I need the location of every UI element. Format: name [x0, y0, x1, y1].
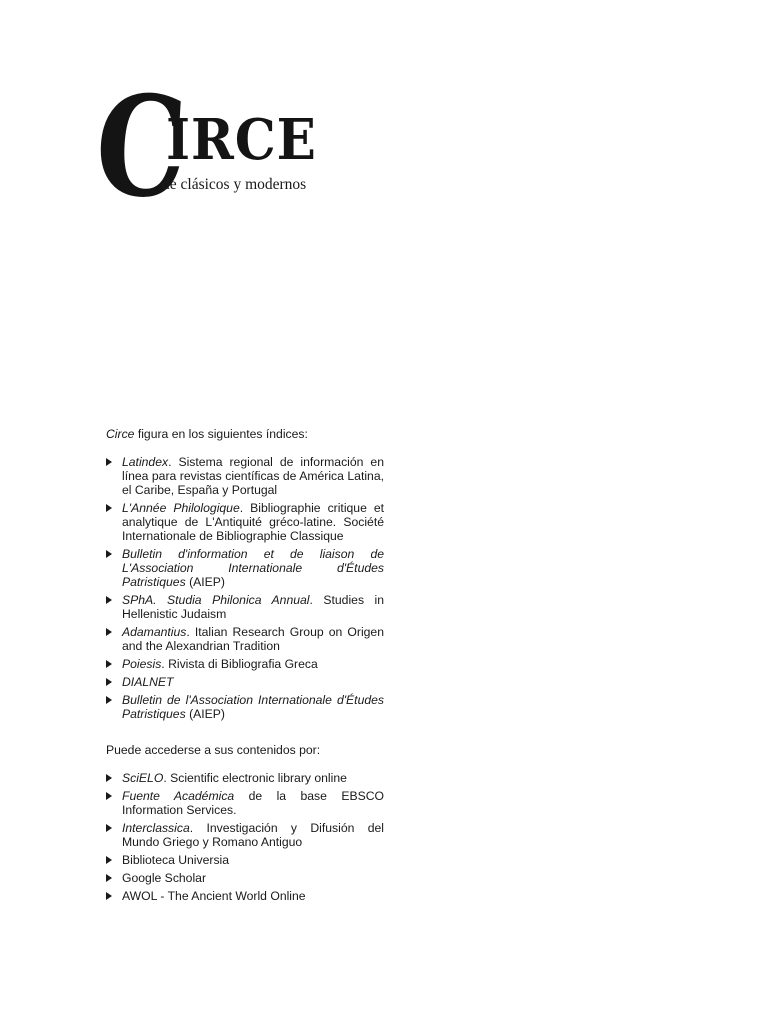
list-item: [106, 675, 384, 689]
item-title: SPhA. Studia Philonica Annual: [122, 593, 310, 607]
bullet-icon: [106, 696, 112, 704]
item-text: . Italian Research Group on Origen and the Alexandrian Tradition: [122, 625, 384, 653]
indices-content: [106, 427, 384, 907]
item-text: Google Scholar: [122, 871, 207, 885]
item-text: (AIEP): [185, 707, 225, 721]
list-item: [106, 455, 384, 497]
logo-word: IRCE: [166, 107, 317, 173]
bullet-icon: [106, 856, 112, 864]
item-title: Adamantius: [122, 625, 187, 639]
bullet-icon: [106, 892, 112, 900]
list-item: [106, 501, 384, 543]
item-title: SciELO: [122, 771, 164, 785]
item-title: Latindex: [122, 455, 169, 469]
access-list: [106, 771, 384, 903]
list-item: [106, 625, 384, 653]
indices-intro: [106, 427, 384, 441]
bullet-icon: [106, 550, 112, 558]
bullet-icon: [106, 458, 112, 466]
list-item: [106, 593, 384, 621]
list-item: [106, 889, 384, 903]
logo-initial: C: [91, 65, 191, 228]
item-title: Fuente Académica: [122, 789, 235, 803]
item-title: Bulletin d'information et de liaison de L'Association Internationale d'Études Patristiques: [122, 547, 384, 589]
list-item: [106, 871, 384, 885]
bullet-icon: [106, 874, 112, 882]
bullet-icon: [106, 660, 112, 668]
list-item: [106, 547, 384, 589]
list-item: [106, 771, 384, 785]
list-item: [106, 657, 384, 671]
item-title: DIALNET: [122, 675, 174, 689]
item-title: L'Année Philologique: [122, 501, 240, 515]
item-text: de la base EBSCO Information Services.: [122, 789, 384, 817]
indices-list: [106, 455, 384, 721]
item-text: . Studies in Hellenistic Judaism: [122, 593, 384, 621]
item-title: Interclassica: [122, 821, 190, 835]
item-text: . Scientific electronic library online: [163, 771, 347, 785]
bullet-icon: [106, 504, 112, 512]
item-title: Poiesis: [122, 657, 162, 671]
item-text: . Bibliographie critique et analytique de L'Antiquité gréco-latine. Société Internationale de Bibliographie Classique: [122, 501, 385, 543]
list-item: [106, 693, 384, 721]
list-item: [106, 853, 384, 867]
journal-name: Circe: [106, 427, 135, 441]
bullet-icon: [106, 824, 112, 832]
item-title: Bulletin de l'Association Internationale d'Études Patristiques: [122, 693, 384, 721]
item-text: Biblioteca Universia: [122, 853, 230, 867]
circe-logo: [91, 65, 340, 228]
list-item: [106, 821, 384, 849]
logo-tagline: de clásicos y modernos: [162, 176, 307, 193]
item-text: . Investigación y Difusión del Mundo Griego y Romano Antiguo: [122, 821, 384, 849]
list-item: [106, 789, 384, 817]
indices-intro-text: figura en los siguientes índices:: [134, 427, 308, 441]
item-text: (AIEP): [185, 575, 225, 589]
item-text: AWOL - The Ancient World Online: [122, 889, 306, 903]
bullet-icon: [106, 678, 112, 686]
bullet-icon: [106, 774, 112, 782]
bullet-icon: [106, 628, 112, 636]
access-intro: Puede accederse a sus contenidos por:: [106, 743, 321, 757]
bullet-icon: [106, 792, 112, 800]
item-text: . Rivista di Bibliografia Greca: [161, 657, 318, 671]
item-text: . Sistema regional de información en línea para revistas científicas de América Latina, el Caribe, España y Portugal: [122, 455, 384, 497]
bullet-icon: [106, 596, 112, 604]
